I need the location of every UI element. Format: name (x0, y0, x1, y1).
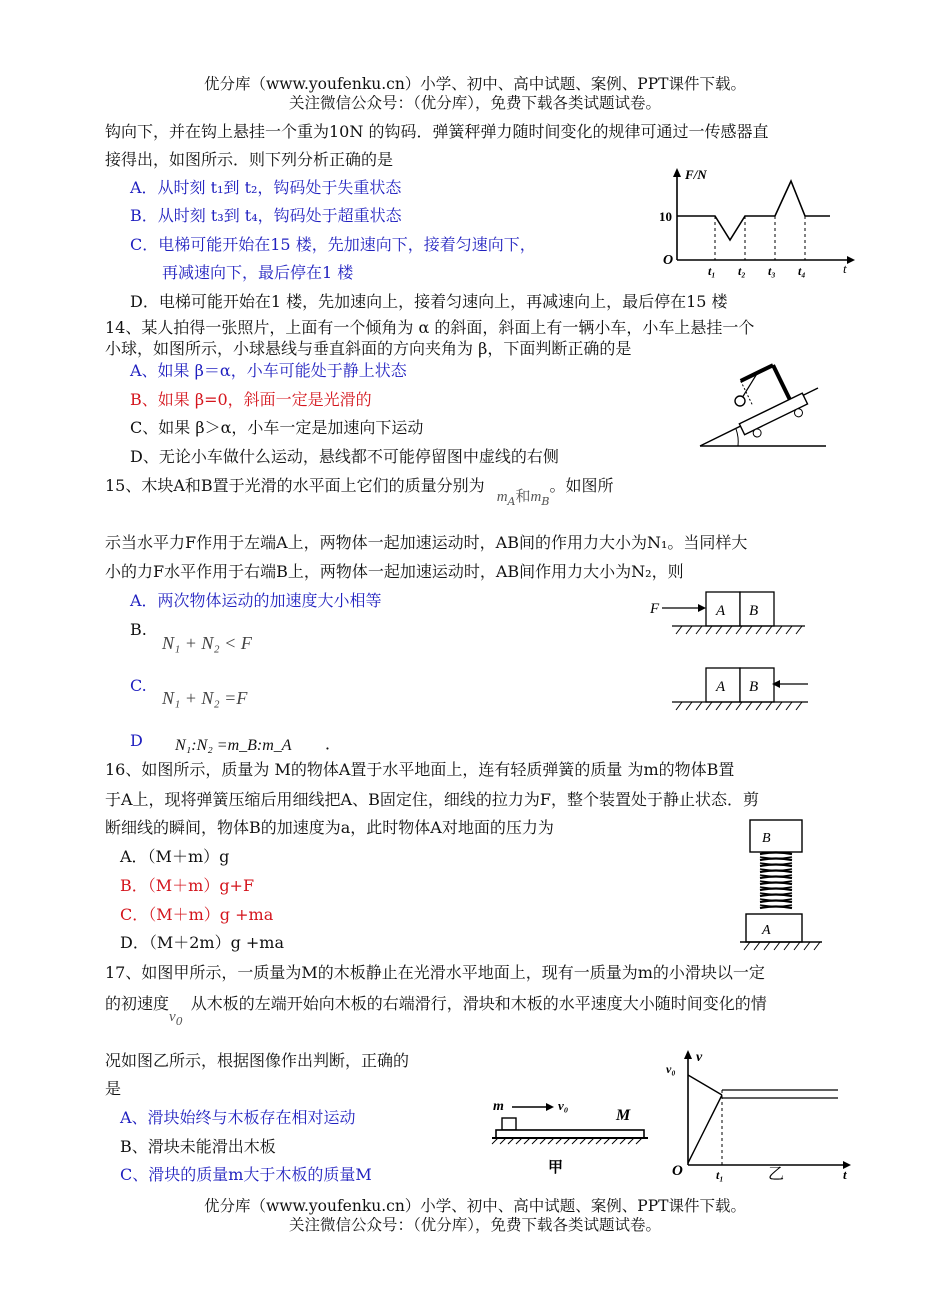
q17-yi-origin: O (672, 1163, 683, 1179)
q14-stem-line-2: 小球，如图所示，小球悬线与垂直斜面的方向夹角为 β，下面判断正确的是 (105, 339, 632, 358)
q16-option-a: A．（M＋m）g (120, 847, 230, 866)
q15-blocks-figure-2 (672, 666, 812, 714)
q14-option-d: D、无论小车做什么运动，悬线都不可能停留图中虚线的右侧 (130, 447, 559, 466)
q16-option-b: B．（M＋m）g+F (120, 876, 255, 895)
q17-stem-line-3: 况如图乙所示，根据图像作出判断，正确的 (105, 1051, 410, 1070)
header-line-2: 关注微信公众号：（优分库），免费下载各类试题试卷。 (288, 94, 661, 112)
q13-graph-tick-t1: t₁ (708, 264, 716, 278)
q17-v0: v (169, 1009, 176, 1025)
q13-option-b: B．从时刻 t₃到 t₄，钩码处于超重状态 (130, 206, 402, 225)
q17-jia-v0-label: v₀ (558, 1098, 569, 1113)
q13-graph-ylabel: F/N (685, 167, 707, 182)
q16-stem-line-3: 断细线的瞬间，物体B的加速度为a，此时物体A对地面的压力为 (105, 818, 554, 837)
q15-stem-line-1 (105, 476, 613, 512)
q15-option-c-formula: N₁ + N₂ =F (162, 688, 248, 708)
q15-option-d-formula: N₁:N₂ =m_B:m_A (175, 737, 292, 754)
q15-option-b-formula: N₁ + N₂ < F (162, 633, 252, 653)
q17-figure-jia (488, 1096, 653, 1174)
q15-option-b-label: B. (130, 620, 147, 639)
q16-option-d: D．（M＋2m）g +ma (120, 933, 285, 952)
q17-option-a: A、滑块始终与木板存在相对运动 (120, 1108, 356, 1127)
q13-graph-tick-t4: t₄ (798, 264, 806, 278)
q13-option-c-line-1: C．电梯可能开始在15 楼，先加速向下，接着匀速向下， (130, 235, 536, 254)
q15-stem-line-3: 小的力F水平作用于右端B上，两物体一起加速运动时，AB间作用力大小为N₂，则 (105, 562, 684, 581)
q17-jia-caption: 甲 (548, 1160, 564, 1176)
footer-line-2: 关注微信公众号：（优分库），免费下载各类试题试卷。 (288, 1216, 661, 1234)
q15-fig2-block-a: A (716, 679, 726, 695)
q15-option-a: A．两次物体运动的加速度大小相等 (130, 591, 382, 610)
q16-fig-block-b: B (762, 831, 771, 846)
footer-line-1: 优分库（www.youfenku.cn）小学、初中、高中试题、案例、PPT课件下载。 (203, 1197, 747, 1215)
q15-blocks-figure-1 (650, 590, 810, 638)
q17-stem-line-2 (105, 994, 767, 1032)
q15-mass-b: m (530, 489, 542, 505)
q14-option-c: C、如果 β＞α，小车一定是加速向下运动 (130, 418, 424, 437)
q15-option-d-end: ． (325, 734, 342, 753)
q17-option-c: C、滑块的质量m大于木板的质量M (120, 1165, 372, 1184)
q17-stem-line-2-a: 的初速度 (105, 994, 170, 1013)
q15-mass-a-sub: A (507, 495, 516, 508)
q17-stem-line-1: 17、如图甲所示，一质量为M的木板静止在光滑水平地面上，现有一质量为m的小滑块以一定 (105, 963, 765, 982)
q17-option-b: B、滑块未能滑出木板 (120, 1137, 276, 1156)
q15-mass-a: m (496, 489, 508, 505)
q17-jia-M-label: M (616, 1107, 631, 1124)
q15-fig1-force-label: F (650, 601, 660, 617)
q17-jia-m-label: m (493, 1099, 504, 1114)
q13-option-c-line-2: 再减速向下，最后停在1 楼 (162, 263, 354, 282)
q15-mass-b-sub: B (541, 495, 550, 508)
q13-option-d: D．电梯可能开始在1 楼，先加速向上，接着匀速向上，再减速向上，最后停在15 楼 (130, 292, 728, 311)
q16-stem-line-2: 于A上，现将弹簧压缩后用细线把A、B固定住，细线的拉力为F，整个装置处于静止状态．剪 (105, 790, 759, 809)
q13-force-time-graph (655, 165, 855, 278)
q17-v0-sub: 0 (175, 1015, 183, 1028)
q17-yi-ylabel: v (696, 1050, 703, 1065)
q15-stem-line-1-b: 。如图所 (549, 476, 614, 495)
q16-stem-line-1: 16、如图所示，质量为 M的物体A置于水平地面上，连有轻质弹簧的质量 为m的物体B置 (105, 760, 735, 779)
q13-graph-yvalue: 10 (659, 209, 672, 224)
q14-incline-cart-figure (698, 358, 828, 448)
q16-spring-figure (740, 818, 825, 953)
q13-option-a: A．从时刻 t₁到 t₂，钩码处于失重状态 (130, 178, 402, 197)
q15-stem-line-1-a: 15、木块A和B置于光滑的水平面上它们的质量分别为 (105, 476, 485, 495)
q17-yi-t1-label: t₁ (716, 1168, 724, 1182)
q17-stem-line-2-b: 从木板的左端开始向木板的右端滑行，滑块和木板的水平速度大小随时间变化的情 (190, 994, 767, 1013)
q15-mass-expression (496, 487, 550, 508)
q15-option-d-label: D (130, 731, 143, 750)
q13-graph-origin: O (663, 253, 674, 268)
q17-stem-line-4: 是 (105, 1079, 122, 1098)
q13-graph-tick-t3: t₃ (768, 264, 776, 278)
q15-fig1-block-a: A (716, 603, 726, 619)
header-line-1: 优分库（www.youfenku.cn）小学、初中、高中试题、案例、PPT课件下载。 (203, 75, 747, 93)
q15-mass-and: 和 (515, 487, 531, 505)
q15-option-c-label: C. (130, 676, 147, 695)
q17-yi-caption: 乙 (768, 1166, 785, 1183)
q17-yi-xlabel: t (843, 1167, 847, 1182)
q16-fig-block-a: A (762, 923, 771, 938)
q13-stem-line-2: 接得出，如图所示．则下列分析正确的是 (105, 150, 394, 169)
q14-option-a: A、如果 β＝α，小车可能处于静上状态 (130, 361, 407, 380)
q13-stem-line-1: 钩向下，并在钩上悬挂一个重为10N 的钩码．弹簧秤弹力随时间变化的规律可通过一传感器直 (105, 122, 769, 141)
q17-v0-symbol (169, 1006, 183, 1028)
q13-graph-xlabel: t (843, 261, 847, 276)
q17-yi-v0-label: v₀ (666, 1062, 676, 1076)
q13-graph-tick-t2: t₂ (738, 264, 746, 278)
q16-option-c: C．（M＋m）g +ma (120, 905, 274, 924)
q15-fig2-block-b: B (749, 679, 759, 695)
q15-fig1-block-b: B (749, 603, 759, 619)
q15-stem-line-2: 示当水平力F作用于左端A上，两物体一起加速运动时，AB间的作用力大小为N₁。当同样大 (105, 533, 748, 552)
q17-figure-yi-graph (660, 1045, 855, 1183)
q14-stem-line-1: 14、某人拍得一张照片，上面有一个倾角为 α 的斜面，斜面上有一辆小车，小车上悬挂一个 (105, 318, 755, 337)
q14-option-b: B、如果 β=0，斜面一定是光滑的 (130, 390, 372, 409)
